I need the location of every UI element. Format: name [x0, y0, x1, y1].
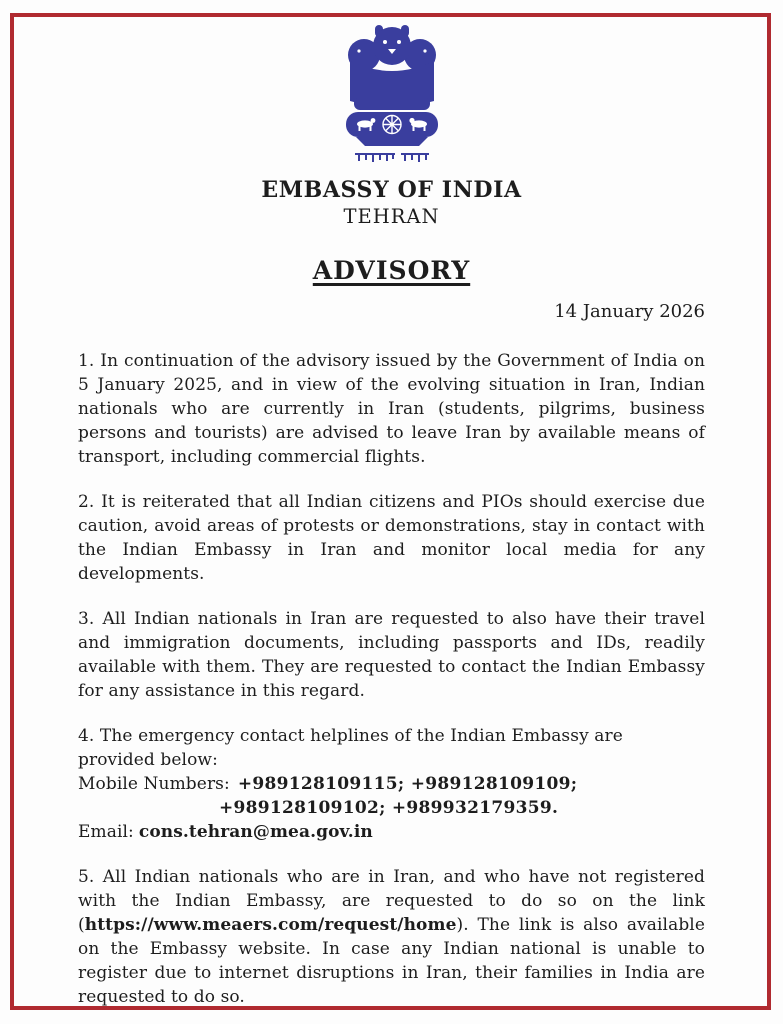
- dharma-chakra-icon: [383, 116, 401, 134]
- paragraph-3: 3. All Indian nationals in Iran are requested to also have their travel and immigration documents, including passports and IDs, readily available with them. They are requested to contact the Indian Embassy for any assistance in this regard.: [78, 608, 705, 701]
- advisory-title: ADVISORY: [312, 255, 471, 285]
- paragraph-2: 2. It is reiterated that all Indian citizens and PIOs should exercise due caution, avoid areas of protests or demonstrations, stay in contact with the Indian Embassy in Iran and monitor local media for any developments.: [78, 491, 705, 584]
- india-national-emblem: [78, 17, 705, 165]
- mobile-numbers-line-1: [78, 772, 705, 796]
- paragraph-5-text-before: 5. All Indian nationals who are in Iran, and who have not registered with the Indian Embassy, are requested to do so on the link (: [78, 866, 705, 935]
- document-content: [78, 17, 705, 1009]
- embassy-city: TEHRAN: [343, 205, 440, 229]
- email-label: Email:: [78, 821, 134, 842]
- mobile-numbers-line-2: [219, 796, 705, 820]
- paragraph-1: 1. In continuation of the advisory issued by the Government of India on 5 January 2025, and in view of the evolving situation in Iran, Indian nationals who are currently in Iran (students, pilgrims, business persons and tourists) are advised to leave Iran by available means of transport, including commercial flights.: [78, 350, 705, 467]
- satyameva-jayate-motto: [355, 154, 429, 162]
- email-value: cons.tehran@mea.gov.in: [138, 821, 373, 842]
- mobile-numbers-label: Mobile Numbers:: [78, 773, 230, 794]
- mobile-numbers-value-2: +989128109102; +989932179359.: [219, 797, 559, 818]
- email-line: [78, 820, 705, 844]
- registration-link-url: https://www.meaers.com/request/home: [84, 914, 457, 935]
- embassy-name: EMBASSY OF INDIA: [261, 177, 522, 203]
- mobile-numbers-value-1: +989128109115; +989128109109;: [237, 773, 578, 794]
- paragraph-5: [78, 865, 705, 1009]
- paragraph-5-text-after: ). The link is also available on the Embassy website. In case any Indian national is unable to register due to internet disruptions in Iran, their families in India are requested to do so.: [78, 914, 705, 1007]
- advisory-date: 14 January 2026: [554, 300, 705, 322]
- lion-capital-emblem-graphic: [337, 17, 447, 165]
- contact-intro-line: 4. The emergency contact helplines of the Indian Embassy are provided below:: [78, 725, 623, 770]
- paragraph-4-contacts: [78, 724, 705, 844]
